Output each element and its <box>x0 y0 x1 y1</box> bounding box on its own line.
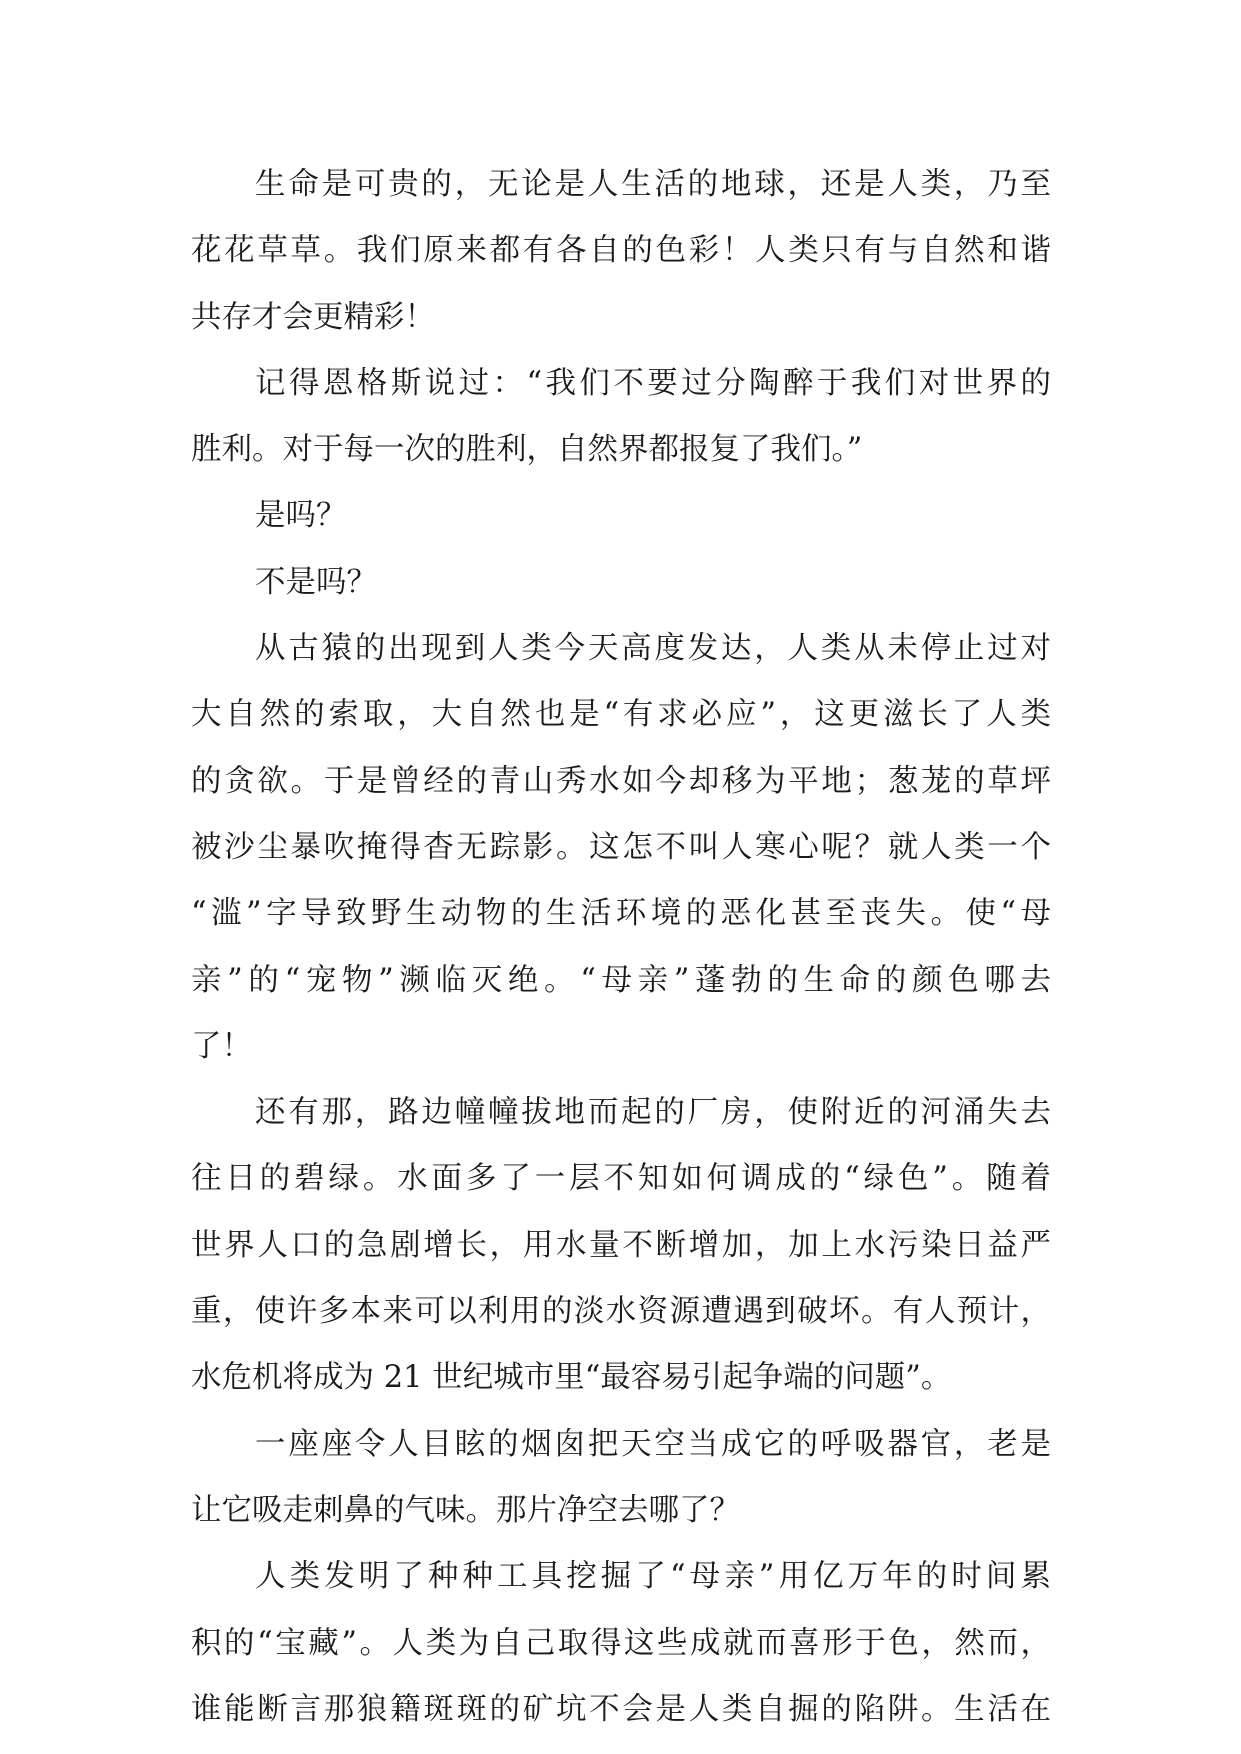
paragraph-6-line-2: 往日的碧绿。水面多了一层不知如何调成的“绿色”。随着 <box>191 1161 1051 1197</box>
paragraph-8-line-1: 人类发明了种种工具挖掘了“母亲”用亿万年的时间累 <box>255 1559 1051 1595</box>
paragraph-1-line-1: 生命是可贵的，无论是人生活的地球，还是人类，乃至 <box>255 167 1051 202</box>
paragraph-8-line-2: 积的“宝藏”。人类为自己取得这些成就而喜形于色，然而， <box>191 1625 1051 1661</box>
paragraph-8-line-3: 谁能断言那狼籍斑斑的矿坑不会是人类自掘的陷阱。生活在 <box>191 1691 1051 1727</box>
paragraph-1-line-3: 共存才会更精彩！ <box>191 299 435 335</box>
paragraph-3-line-1: 是吗？ <box>255 498 347 534</box>
paragraph-2-line-2: 胜利。对于每一次的胜利，自然界都报复了我们。” <box>191 432 863 468</box>
paragraph-5-line-2: 大自然的索取，大自然也是“有求必应”，这更滋长了人类 <box>191 697 1051 733</box>
paragraph-5-line-3: 的贪欲。于是曾经的青山秀水如今却移为平地；葱茏的草坪 <box>191 763 1051 799</box>
paragraph-2-line-1: 记得恩格斯说过：“我们不要过分陶醉于我们对世界的 <box>255 365 1051 401</box>
paragraph-7-line-1: 一座座令人目眩的烟囱把天空当成它的呼吸器官，老是 <box>255 1426 1051 1462</box>
paragraph-5-line-1: 从古猿的出现到人类今天高度发达，人类从未停止过对 <box>255 631 1051 667</box>
document-body <box>191 152 1051 1743</box>
paragraph-4-line-1: 不是吗？ <box>255 564 377 600</box>
paragraph-7-line-2: 让它吸走刺鼻的气味。那片净空去哪了？ <box>191 1492 740 1528</box>
paragraph-1-line-2: 花花草草。我们原来都有各自的色彩！人类只有与自然和谐 <box>191 233 1051 269</box>
paragraph-5-line-5: “滥”字导致野生动物的生活环境的恶化甚至丧失。使“母 <box>191 896 1051 932</box>
paragraph-5-line-6: 亲”的“宠物”濒临灭绝。“母亲”蓬勃的生命的颜色哪去 <box>191 962 1051 998</box>
paragraph-6-line-3: 世界人口的急剧增长，用水量不断增加，加上水污染日益严 <box>191 1227 1051 1263</box>
paragraph-6-line-4: 重，使许多本来可以利用的淡水资源遭遇到破坏。有人预计， <box>191 1294 1051 1330</box>
paragraph-5-line-7: 了！ <box>191 1028 252 1064</box>
paragraph-6-line-5: 水危机将成为 21 世纪城市里“最容易引起争端的问题”。 <box>191 1360 952 1396</box>
paragraph-5-line-4: 被沙尘暴吹掩得杳无踪影。这怎不叫人寒心呢？就人类一个 <box>191 829 1051 865</box>
paragraph-6-line-1: 还有那，路边幢幢拔地而起的厂房，使附近的河涌失去 <box>255 1095 1051 1131</box>
